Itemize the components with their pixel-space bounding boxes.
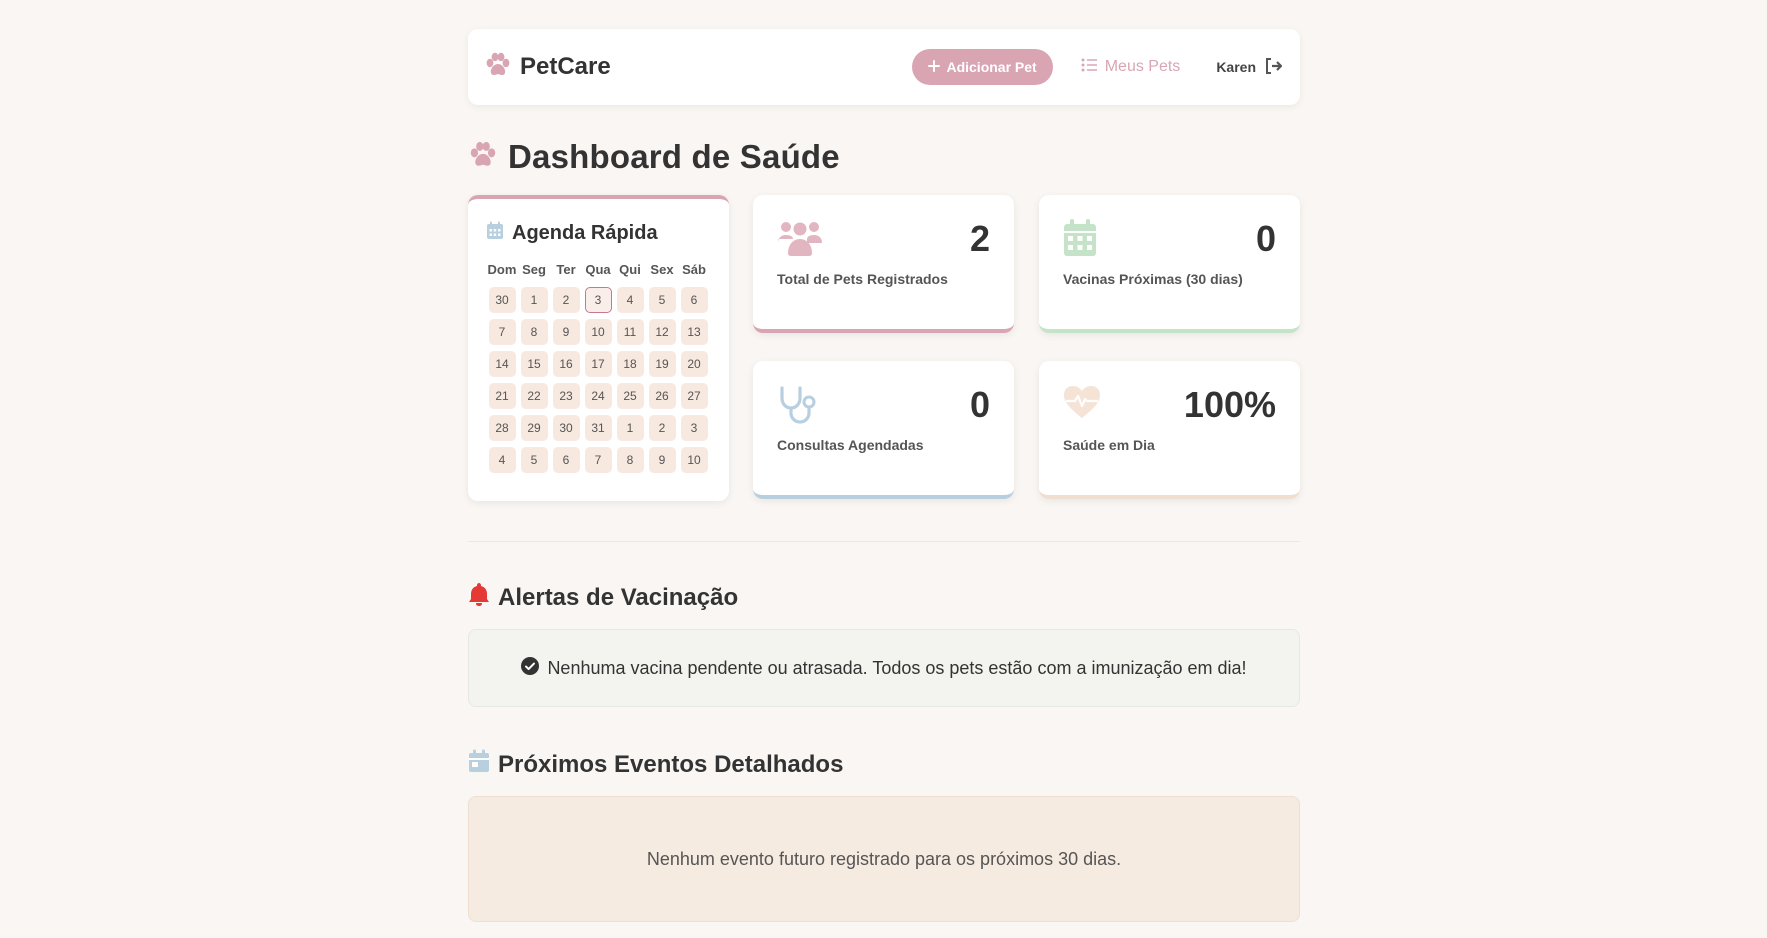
calendar-day[interactable]: 6 (553, 447, 580, 473)
appointments-count-label: Consultas Agendadas (777, 437, 924, 453)
calendar-day[interactable]: 27 (681, 383, 708, 409)
calendar-day[interactable]: 15 (521, 351, 548, 377)
stethoscope-icon (777, 385, 817, 430)
calendar-day[interactable]: 26 (649, 383, 676, 409)
app-container (468, 29, 1300, 922)
calendar-title (486, 221, 711, 246)
vaccination-alert-box (468, 629, 1300, 707)
calendar-day[interactable]: 3 (681, 415, 708, 441)
calendar-weekday: Ter (556, 262, 576, 277)
calendar-day[interactable]: 4 (617, 287, 644, 313)
appointments-count: 0 (969, 384, 990, 425)
my-pets-link[interactable] (1081, 58, 1181, 77)
user-name: Karen (1216, 59, 1256, 75)
vaccination-alert-message: Nenhuma vacina pendente ou atrasada. Todos os pets estão com a imunização em dia! (547, 657, 1247, 678)
upcoming-events-title (468, 749, 1300, 780)
my-pets-label: Meus Pets (1104, 58, 1181, 75)
vaccines-count: 0 (1255, 218, 1276, 259)
calendar-day[interactable]: 30 (553, 415, 580, 441)
calendar-day[interactable]: 4 (489, 447, 516, 473)
section-divider (468, 541, 1300, 542)
calendar-weekday: Qua (585, 262, 611, 277)
heartbeat-icon (1063, 385, 1101, 424)
pets-count: 2 (969, 218, 990, 259)
calendar-day[interactable]: 11 (617, 319, 644, 345)
page-title (468, 135, 1300, 179)
calendar-weekdays (486, 262, 711, 277)
user-menu[interactable] (1216, 57, 1284, 78)
list-icon (1081, 58, 1097, 77)
calendar-day[interactable]: 13 (681, 319, 708, 345)
calendar-day[interactable]: 31 (585, 415, 612, 441)
calendar-day[interactable]: 20 (681, 351, 708, 377)
calendar-card (468, 195, 729, 501)
add-pet-button[interactable] (912, 49, 1052, 85)
logout-icon[interactable] (1264, 57, 1284, 78)
calendar-day[interactable]: 25 (617, 383, 644, 409)
calendar-weekday: Qui (619, 262, 641, 277)
upcoming-events-title-text: Próximos Eventos Detalhados (498, 750, 844, 778)
brand-name: PetCare (520, 53, 611, 80)
calendar-day[interactable]: 2 (553, 287, 580, 313)
check-circle-icon (521, 657, 539, 680)
calendar-day[interactable]: 2 (649, 415, 676, 441)
calendar-day[interactable]: 24 (585, 383, 612, 409)
paw-icon (468, 141, 498, 174)
page-title-text: Dashboard de Saúde (508, 138, 840, 175)
calendar-day[interactable]: 12 (649, 319, 676, 345)
calendar-day[interactable]: 1 (521, 287, 548, 313)
calendar-day[interactable]: 6 (681, 287, 708, 313)
calendar-day[interactable]: 9 (649, 447, 676, 473)
upcoming-events-box (468, 796, 1300, 922)
calendar-day[interactable]: 8 (521, 319, 548, 345)
health-percent: 100% (1183, 384, 1276, 425)
calendar-weekday: Sex (650, 262, 674, 277)
calendar-day[interactable]: 21 (489, 383, 516, 409)
calendar-day-today[interactable]: 3 (585, 287, 612, 313)
calendar-day[interactable]: 10 (681, 447, 708, 473)
pets-count-label: Total de Pets Registrados (777, 271, 948, 287)
nav-actions (912, 49, 1284, 85)
vaccines-count-label: Vacinas Próximas (30 dias) (1063, 271, 1243, 287)
calendar-weekday: Sáb (682, 262, 706, 277)
calendar-day[interactable]: 29 (521, 415, 548, 441)
users-icon (777, 219, 823, 262)
calendar-day[interactable]: 17 (585, 351, 612, 377)
calendar-weekday: Seg (522, 262, 546, 277)
calendar-icon (468, 749, 490, 780)
calendar-title-text: Agenda Rápida (512, 222, 658, 244)
vaccination-alerts-title-text: Alertas de Vacinação (498, 583, 739, 611)
calendar-day[interactable]: 10 (585, 319, 612, 345)
brand[interactable] (484, 52, 611, 83)
paw-icon (484, 52, 512, 83)
calendar-day[interactable]: 9 (553, 319, 580, 345)
dashboard-grid (468, 195, 1300, 501)
stat-card-vaccines (1039, 195, 1300, 333)
stat-card-health (1039, 361, 1300, 499)
calendar-day[interactable]: 22 (521, 383, 548, 409)
calendar-day[interactable]: 8 (617, 447, 644, 473)
health-percent-label: Saúde em Dia (1063, 437, 1155, 453)
calendar-weekday: Dom (487, 262, 517, 277)
navbar (468, 29, 1300, 105)
add-pet-label: Adicionar Pet (946, 59, 1037, 75)
calendar-day[interactable]: 5 (649, 287, 676, 313)
calendar-grid-icon (1063, 219, 1097, 262)
plus-icon (928, 59, 940, 75)
calendar-day[interactable]: 23 (553, 383, 580, 409)
calendar-day[interactable]: 18 (617, 351, 644, 377)
calendar-day[interactable]: 7 (489, 319, 516, 345)
calendar-day[interactable]: 14 (489, 351, 516, 377)
calendar-day[interactable]: 30 (489, 287, 516, 313)
calendar-day[interactable]: 5 (521, 447, 548, 473)
calendar-days (486, 287, 711, 473)
calendar-day[interactable]: 16 (553, 351, 580, 377)
calendar-day[interactable]: 19 (649, 351, 676, 377)
calendar-day[interactable]: 7 (585, 447, 612, 473)
bell-icon (468, 582, 490, 613)
stat-card-pets (753, 195, 1014, 333)
calendar-day[interactable]: 28 (489, 415, 516, 441)
calendar-day[interactable]: 1 (617, 415, 644, 441)
upcoming-events-empty-message: Nenhum evento futuro registrado para os próximos 30 dias. (646, 848, 1122, 869)
calendar-icon (486, 221, 504, 246)
vaccination-alerts-title (468, 582, 1300, 613)
stat-card-appointments (753, 361, 1014, 499)
